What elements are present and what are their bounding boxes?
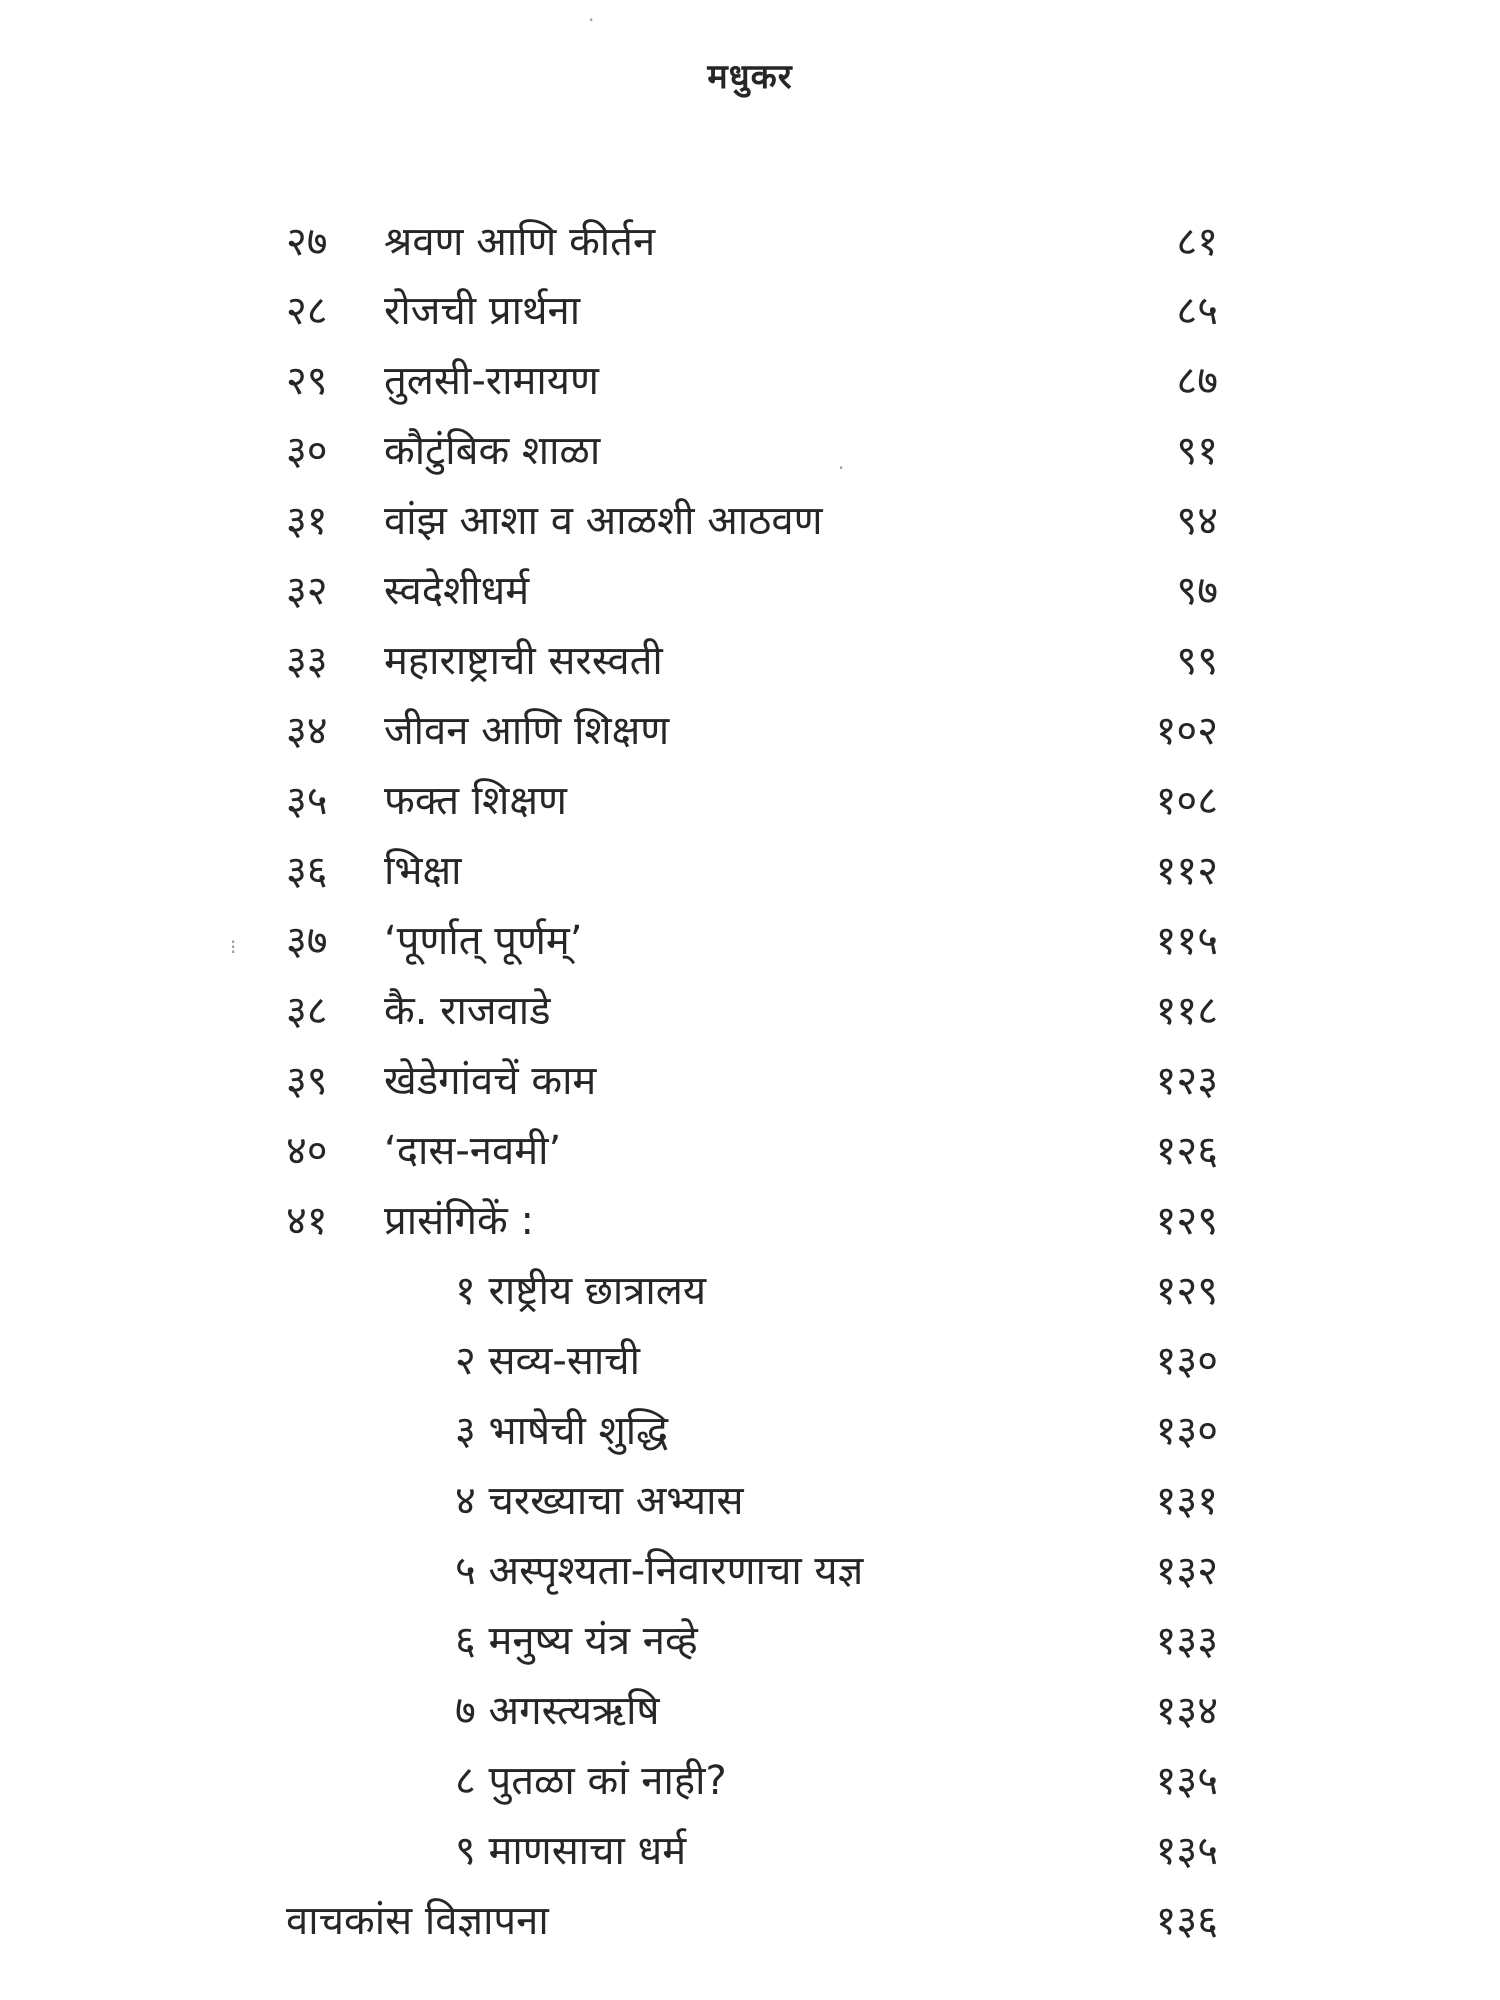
page-number: १३१ bbox=[1155, 1478, 1218, 1524]
toc-subentry bbox=[0, 1681, 1500, 1741]
toc-entry bbox=[0, 1051, 1500, 1111]
chapter-number: ३३ bbox=[286, 638, 328, 684]
page-number: १३५ bbox=[1155, 1758, 1218, 1804]
toc-entry bbox=[0, 631, 1500, 691]
toc-entry bbox=[0, 841, 1500, 901]
chapter-number: ३६ bbox=[286, 848, 328, 894]
toc-subentry bbox=[0, 1401, 1500, 1461]
toc-entry bbox=[0, 701, 1500, 761]
page-number: १३५ bbox=[1155, 1828, 1218, 1874]
chapter-title: ‘पूर्णात् पूर्णम्’ bbox=[384, 918, 583, 964]
closing-title: वाचकांस विज्ञापना bbox=[286, 1898, 549, 1944]
page-number: १३६ bbox=[1155, 1898, 1218, 1944]
running-title: मधुकर bbox=[707, 57, 793, 97]
print-speck: · bbox=[838, 456, 845, 480]
page-number: ८७ bbox=[1176, 358, 1218, 404]
chapter-title: रोजची प्रार्थना bbox=[384, 288, 581, 334]
chapter-title: प्रासंगिकें : bbox=[384, 1198, 534, 1244]
toc-closing-entry bbox=[0, 1891, 1500, 1951]
chapter-title: फक्त शिक्षण bbox=[384, 778, 567, 824]
toc-entry bbox=[0, 1191, 1500, 1251]
subentry-title: ५ अस्पृश्यता-निवारणाचा यज्ञ bbox=[455, 1548, 864, 1594]
chapter-number: ३९ bbox=[286, 1058, 328, 1104]
print-speck: ⁝ bbox=[230, 935, 237, 959]
page-number: १२३ bbox=[1155, 1058, 1218, 1104]
chapter-title: महाराष्ट्राची सरस्वती bbox=[384, 638, 663, 684]
page-number: १२६ bbox=[1155, 1128, 1218, 1174]
chapter-title: वांझ आशा व आळशी आठवण bbox=[384, 498, 823, 544]
chapter-number: ३७ bbox=[286, 918, 328, 964]
toc-entry bbox=[0, 1121, 1500, 1181]
toc-entry bbox=[0, 491, 1500, 551]
chapter-number: २९ bbox=[286, 358, 328, 404]
toc-entry bbox=[0, 561, 1500, 621]
chapter-number: ३८ bbox=[286, 988, 328, 1034]
chapter-number: ३० bbox=[286, 428, 328, 474]
page-number: १३० bbox=[1155, 1338, 1218, 1384]
chapter-number: ३५ bbox=[286, 778, 328, 824]
page-number: ९७ bbox=[1176, 568, 1218, 614]
page-number: ११८ bbox=[1155, 988, 1218, 1034]
chapter-title: श्रवण आणि कीर्तन bbox=[384, 219, 656, 265]
page-number: ९९ bbox=[1176, 638, 1218, 684]
subentry-title: १ राष्ट्रीय छात्रालय bbox=[455, 1268, 707, 1314]
chapter-title: कौटुंबिक शाळा bbox=[384, 428, 601, 474]
page-number: १३३ bbox=[1155, 1618, 1218, 1664]
chapter-title: तुलसी-रामायण bbox=[384, 358, 599, 404]
page-number: १३४ bbox=[1155, 1688, 1218, 1734]
toc-entry bbox=[0, 281, 1500, 341]
page-number: ८१ bbox=[1176, 219, 1218, 265]
chapter-title: ‘दास-नवमी’ bbox=[384, 1128, 562, 1174]
print-speck: · bbox=[588, 8, 595, 32]
subentry-title: ९ माणसाचा धर्म bbox=[455, 1828, 687, 1874]
page-number: ९४ bbox=[1176, 498, 1218, 544]
toc-entry bbox=[0, 911, 1500, 971]
subentry-title: ८ पुतळा कां नाही? bbox=[455, 1758, 727, 1804]
subentry-title: ७ अगस्त्यऋषि bbox=[455, 1688, 660, 1734]
toc-subentry bbox=[0, 1821, 1500, 1881]
page-number: १०८ bbox=[1155, 778, 1218, 824]
toc-subentry bbox=[0, 1331, 1500, 1391]
chapter-number: ४१ bbox=[286, 1198, 328, 1244]
toc-entry bbox=[0, 771, 1500, 831]
subentry-title: ३ भाषेची शुद्धि bbox=[455, 1408, 669, 1454]
toc-entry bbox=[0, 212, 1500, 272]
page-number: १२९ bbox=[1155, 1268, 1218, 1314]
chapter-title: खेडेगांवचें काम bbox=[384, 1058, 597, 1104]
chapter-number: ३१ bbox=[286, 498, 328, 544]
toc-entry bbox=[0, 981, 1500, 1041]
toc-subentry bbox=[0, 1261, 1500, 1321]
subentry-title: ६ मनुष्य यंत्र नव्हे bbox=[455, 1618, 698, 1664]
subentry-title: ४ चरख्याचा अभ्यास bbox=[455, 1478, 744, 1524]
toc-entry bbox=[0, 421, 1500, 481]
chapter-number: २७ bbox=[286, 219, 328, 265]
chapter-title: जीवन आणि शिक्षण bbox=[384, 708, 670, 754]
chapter-title: स्वदेशीधर्म bbox=[384, 568, 530, 614]
page-number: ९१ bbox=[1176, 428, 1218, 474]
toc-subentry bbox=[0, 1751, 1500, 1811]
toc-subentry bbox=[0, 1611, 1500, 1671]
chapter-title: कै. राजवाडे bbox=[384, 988, 551, 1034]
page-number: ११५ bbox=[1155, 918, 1218, 964]
chapter-number: ३४ bbox=[286, 708, 328, 754]
chapter-number: ४० bbox=[286, 1128, 328, 1174]
page-number: १३२ bbox=[1155, 1548, 1218, 1594]
toc-subentry bbox=[0, 1471, 1500, 1531]
chapter-title: भिक्षा bbox=[384, 848, 462, 894]
page-number: ११२ bbox=[1155, 848, 1218, 894]
page-number: १०२ bbox=[1155, 708, 1218, 754]
subentry-title: २ सव्य-साची bbox=[455, 1338, 641, 1384]
toc-subentry bbox=[0, 1541, 1500, 1601]
toc-entry bbox=[0, 351, 1500, 411]
chapter-number: ३२ bbox=[286, 568, 328, 614]
page-number: १३० bbox=[1155, 1408, 1218, 1454]
page-number: ८५ bbox=[1176, 288, 1218, 334]
page-number: १२९ bbox=[1155, 1198, 1218, 1244]
chapter-number: २८ bbox=[286, 288, 328, 334]
